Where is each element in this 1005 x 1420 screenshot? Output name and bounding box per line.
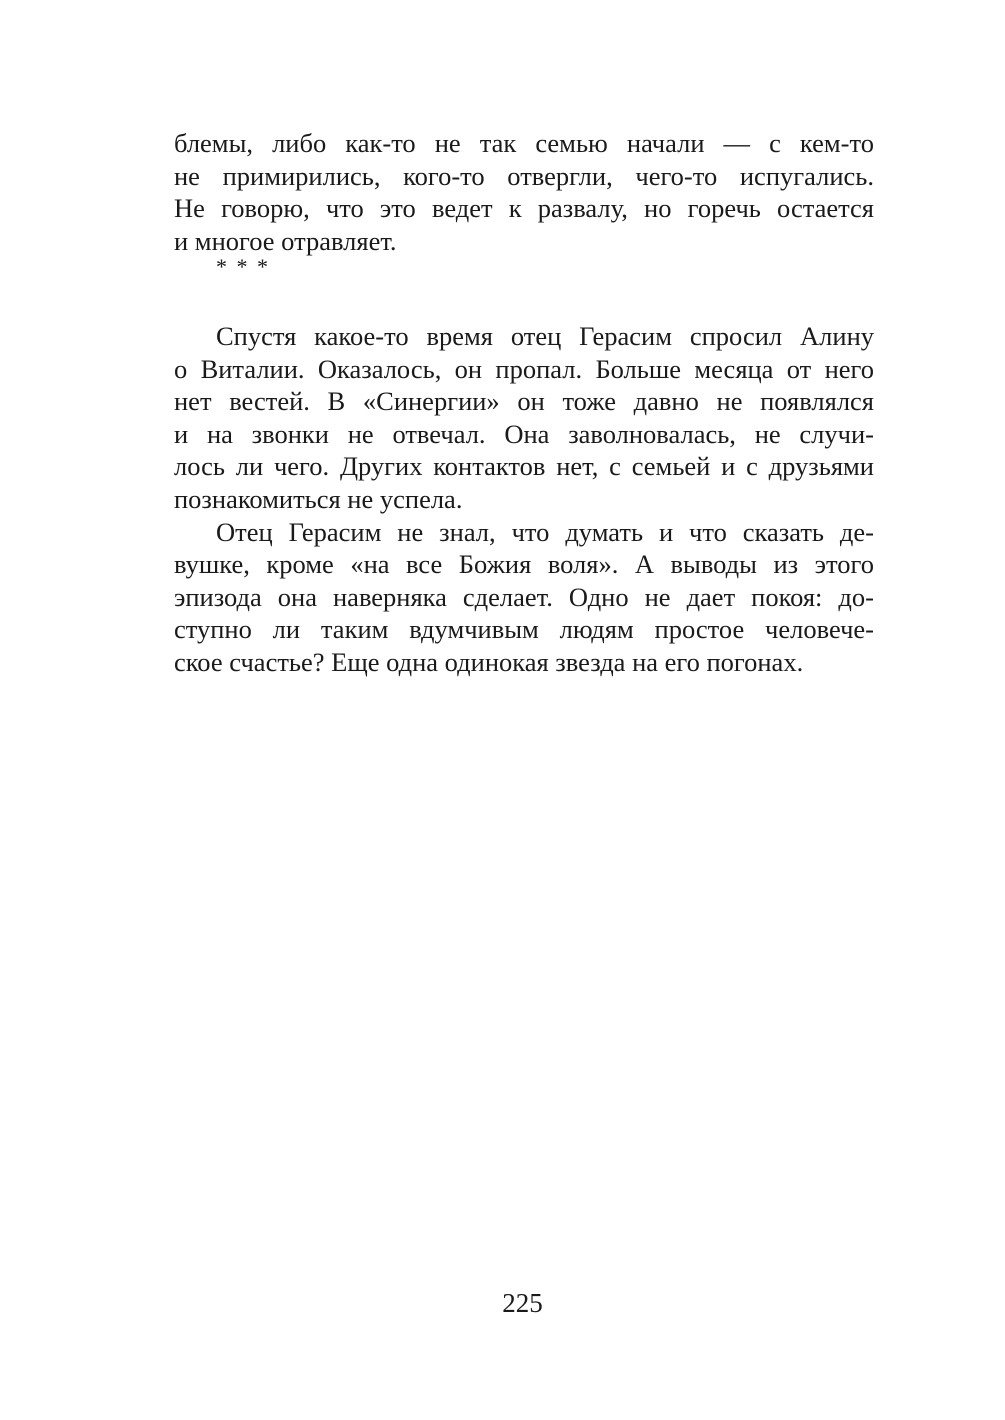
text-line: лось ли чего. Других контактов нет, с семьей и с друзьями bbox=[174, 451, 874, 482]
paragraph-continuation bbox=[174, 127, 874, 257]
page-number: 225 bbox=[502, 1288, 543, 1318]
text-line: блемы, либо как-то не так семью начали — с кем-то bbox=[174, 128, 874, 158]
text-line: не примирились, кого-то отвергли, чего-то испугались. bbox=[174, 160, 874, 191]
text-line: познакомиться не успела. bbox=[174, 483, 463, 514]
text-line: ступно ли таким вдумчивым людям простое человече- bbox=[174, 614, 874, 645]
text-line: нет вестей. В «Синергии» он тоже давно не появлялся bbox=[174, 386, 874, 417]
text-line: и многое отравляет. bbox=[174, 225, 397, 256]
text-line: Отец Герасим не знал, что думать и что сказать де- bbox=[216, 516, 874, 547]
text-line: Не говорю, что это ведет к развалу, но горечь остается bbox=[174, 193, 874, 224]
text-line: и на звонки не отвечал. Она заволновалась, не случи- bbox=[174, 418, 874, 449]
text-line: вушке, кроме «на все Божия воля». А выводы из этого bbox=[174, 549, 874, 580]
text-line: Спустя какое-то время отец Герасим спросил Алину bbox=[216, 321, 874, 351]
text-line: эпизода она наверняка сделает. Одно не дает покоя: до- bbox=[174, 581, 874, 612]
body-text bbox=[174, 320, 874, 679]
text-line: о Виталии. Оказалось, он пропал. Больше месяца от него bbox=[174, 353, 874, 384]
section-separator: * * * bbox=[216, 254, 270, 279]
text-line: ское счастье? Еще одна одинокая звезда на его погонах. bbox=[174, 646, 804, 677]
